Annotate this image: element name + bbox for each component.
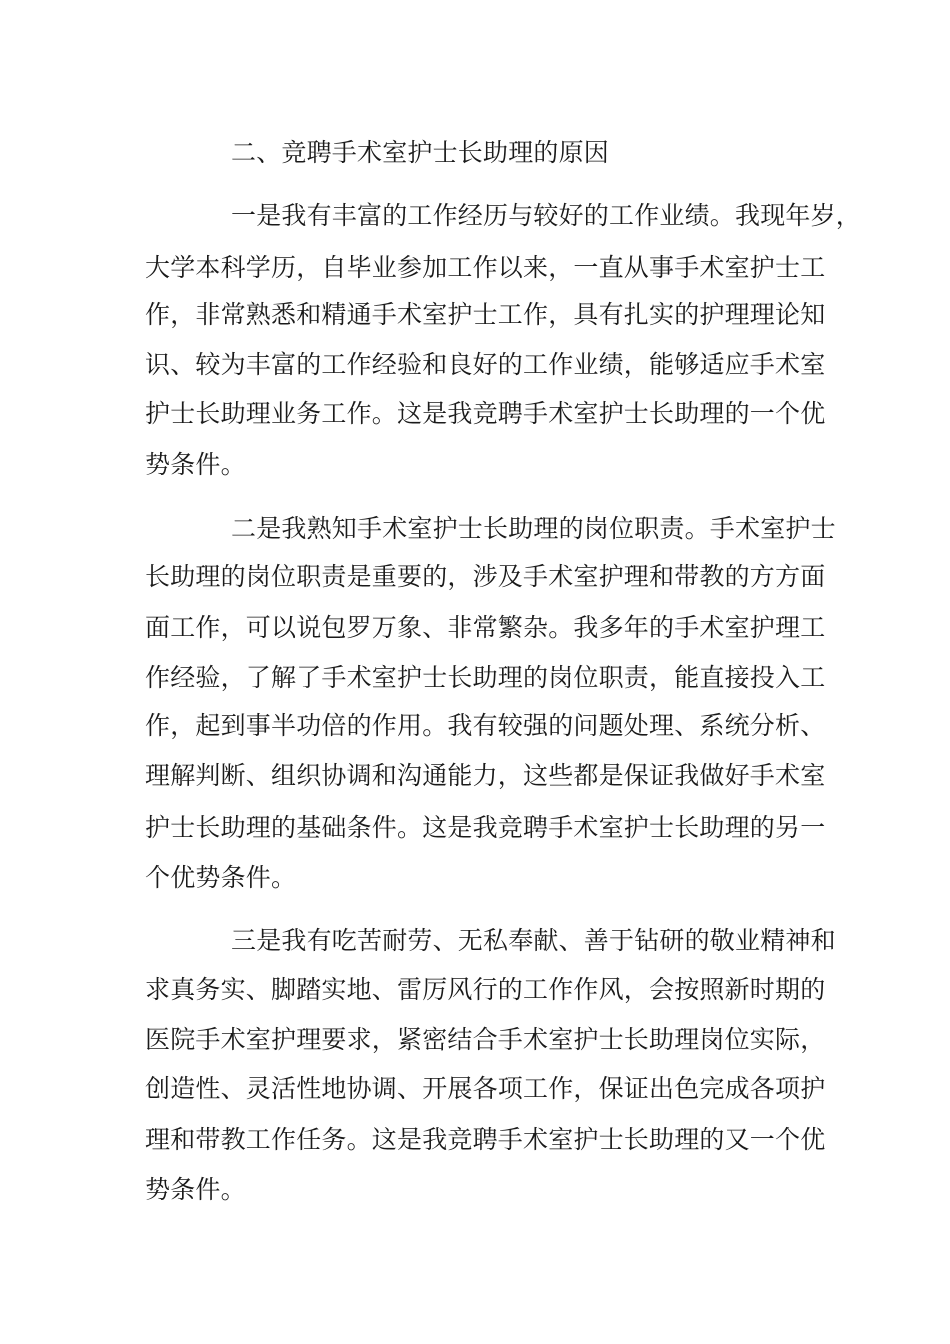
paragraph-line: 大学本科学历，自毕业参加工作以来，一直从事手术室护士工 <box>145 253 826 282</box>
paragraph-line: 求真务实、脚踏实地、雷厉风行的工作作风，会按照新时期的 <box>145 975 826 1004</box>
paragraph-line: 作，非常熟悉和精通手术室护士工作，具有扎实的护理理论知 <box>145 300 826 329</box>
paragraph-line: 理和带教工作任务。这是我竞聘手术室护士长助理的又一个优 <box>145 1125 826 1154</box>
paragraph-line: 作，起到事半功倍的作用。我有较强的问题处理、系统分析、 <box>145 711 826 740</box>
paragraph-line: 护士长助理的基础条件。这是我竞聘手术室护士长助理的另一 <box>145 813 826 842</box>
paragraph-line: 一是我有丰富的工作经历与较好的工作业绩。我现年岁， <box>231 201 862 230</box>
paragraph-line: 势条件。 <box>145 450 246 479</box>
paragraph-line: 识、较为丰富的工作经验和良好的工作业绩，能够适应手术室 <box>145 350 826 379</box>
paragraph-line: 医院手术室护理要求，紧密结合手术室护士长助理岗位实际， <box>145 1025 826 1054</box>
section-heading: 二、竞聘手术室护士长助理的原因 <box>231 138 610 167</box>
paragraph-line: 面工作，可以说包罗万象、非常繁杂。我多年的手术室护理工 <box>145 613 826 642</box>
paragraph-line: 长助理的岗位职责是重要的，涉及手术室护理和带教的方方面 <box>145 562 826 591</box>
paragraph-line: 势条件。 <box>145 1175 246 1204</box>
paragraph-line: 护士长助理业务工作。这是我竞聘手术室护士长助理的一个优 <box>145 399 826 428</box>
paragraph-line: 创造性、灵活性地协调、开展各项工作，保证出色完成各项护 <box>145 1074 826 1103</box>
paragraph-line: 二是我熟知手术室护士长助理的岗位职责。手术室护士 <box>231 514 836 543</box>
paragraph-line: 三是我有吃苦耐劳、无私奉献、善于钻研的敬业精神和 <box>231 926 836 955</box>
paragraph-line: 理解判断、组织协调和沟通能力，这些都是保证我做好手术室 <box>145 761 826 790</box>
paragraph-line: 作经验，了解了手术室护士长助理的岗位职责，能直接投入工 <box>145 663 826 692</box>
paragraph-line: 个优势条件。 <box>145 863 297 892</box>
